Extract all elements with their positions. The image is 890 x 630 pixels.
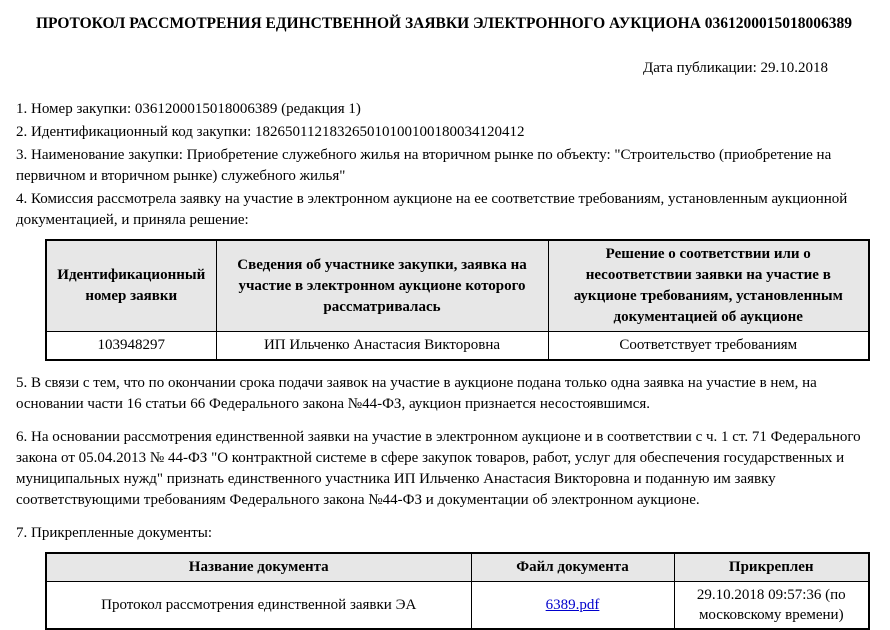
page-title: ПРОТОКОЛ РАССМОТРЕНИЯ ЕДИНСТВЕННОЙ ЗАЯВКИ ЭЛЕКТРОННОГО АУКЦИОНА 0361200015018006389 (35, 15, 853, 32)
publication-date: Дата публикации: 29.10.2018 (643, 60, 828, 76)
documents-header-name: Название документа (46, 553, 471, 582)
applications-header-id: Идентификационный номер заявки (46, 240, 216, 332)
document-file-link[interactable]: 6389.pdf (545, 596, 600, 613)
decision-cell: Соответствует требованиям (548, 332, 869, 361)
applications-header-decision: Решение о соответствии или о несоответствии заявки на участие в аукционе требованиям, установленным документацией об аукционе (548, 240, 869, 332)
documents-header-attached: Прикреплен (674, 553, 869, 582)
paragraph-purchase-number: 1. Номер закупки: 0361200015018006389 (редакция 1) (16, 101, 361, 117)
document-attached-cell: 29.10.2018 09:57:36 (по московскому времени) (674, 582, 869, 630)
table-row (46, 582, 869, 630)
applications-table (45, 239, 870, 361)
documents-header-file: Файл документа (471, 553, 674, 582)
paragraph-identification-code: 2. Идентификационный код закупки: 182650112183265010100100180034120412 (16, 124, 525, 140)
paragraph-purchase-name: 3. Наименование закупки: Приобретение служебного жилья на вторичном рынке по объекту: "Строительство (приобретение на первичном и вторичном рынке) служебного жилья" (16, 147, 832, 184)
protocol-document (0, 14, 890, 630)
participant-cell: ИП Ильченко Анастасия Викторовна (216, 332, 548, 361)
paragraph-attached-documents-label: 7. Прикрепленные документы: (16, 525, 213, 541)
table-row (46, 332, 869, 361)
applications-table-header-row (46, 240, 869, 332)
paragraph-single-application: 5. В связи с тем, что по окончании срока подачи заявок на участие в аукционе подана только одна заявка на участие в нем, на основании части 16 статьи 66 Федерального закона №44-ФЗ, аукцион признается несостоявшимся. (16, 375, 817, 412)
documents-table (45, 552, 870, 630)
document-file-cell (471, 582, 674, 630)
documents-table-header-row (46, 553, 869, 582)
application-id-cell: 103948297 (46, 332, 216, 361)
applications-header-participant: Сведения об участнике закупки, заявка на участие в электронном аукционе которого рассматривалась (216, 240, 548, 332)
paragraph-recognition: 6. На основании рассмотрения единственной заявки на участие в электронном аукционе и в соответствии с ч. 1 ст. 71 Федерального закона от 05.04.2013 № 44-ФЗ "О контрактной системе в сфере закупок товаров, работ, услуг для обеспечения государственных и муниципальных нужд" признать единственного участника ИП Ильченко Анастасия Викторовна и поданную им заявку соответствующими требованиям Федерального закона №44-ФЗ и документации об электронном аукционе. (16, 429, 861, 508)
paragraph-commission-decision: 4. Комиссия рассмотрела заявку на участие в электронном аукционе на ее соответствие требованиям, установленным аукционной документацией, и приняла решение: (16, 191, 848, 228)
document-name-cell: Протокол рассмотрения единственной заявки ЭА (46, 582, 471, 630)
